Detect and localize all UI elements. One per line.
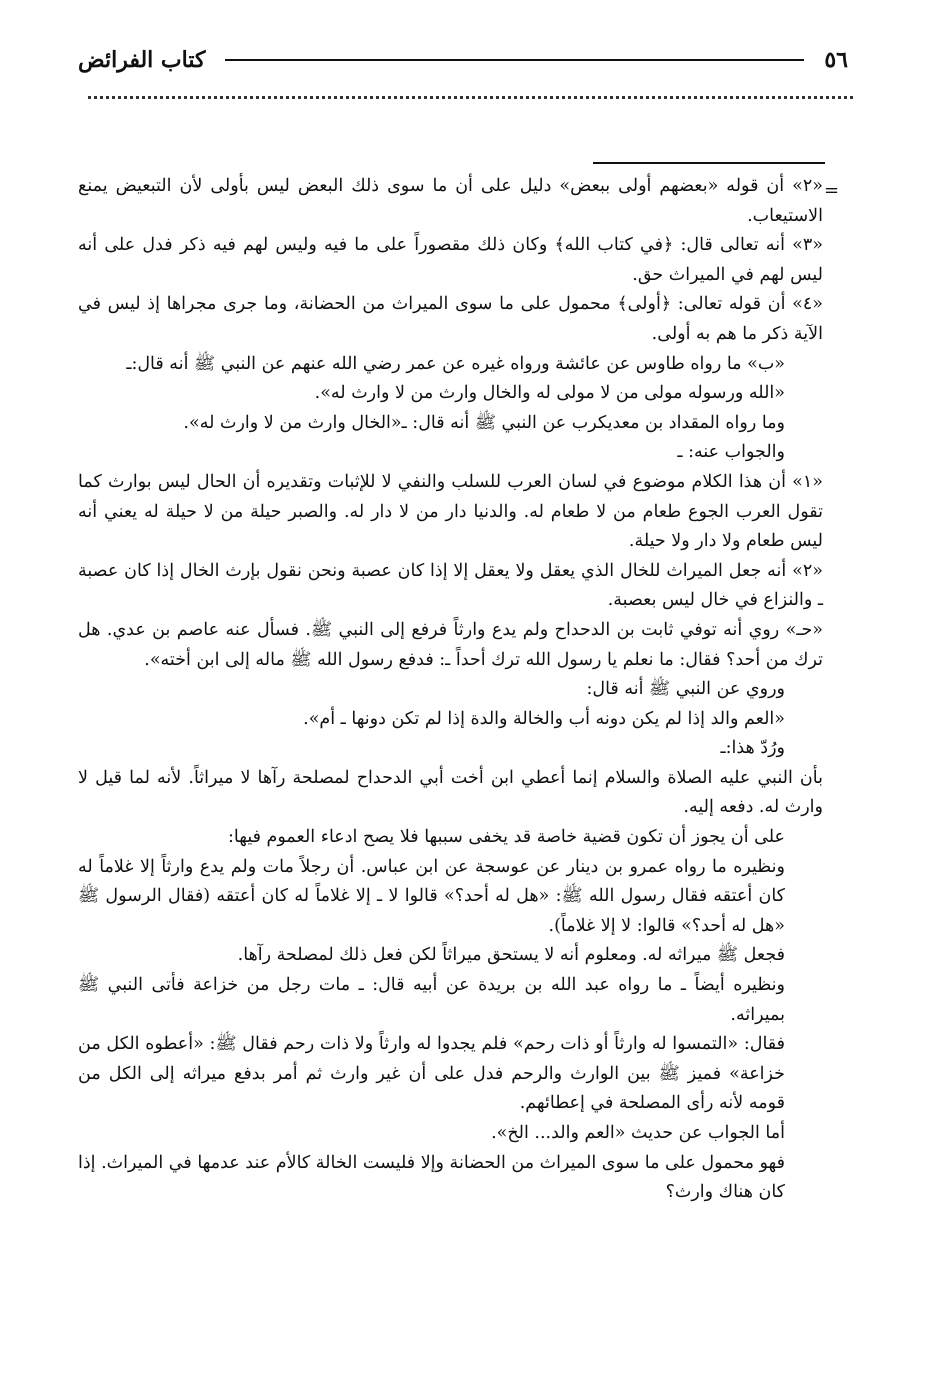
page-header xyxy=(78,40,848,80)
paragraph: «ب» ما رواه طاوس عن عائشة ورواه غيره عن عمر رضي الله عنهم عن النبي ﷺ أنه قال:ـ xyxy=(126,353,785,374)
book-title: كتاب الفرائض xyxy=(78,47,206,73)
paragraph: «٢» أن قوله «بعضهم أولى ببعض» دليل على أن ما سوى ذلك البعض ليس بأولى لأن التبعيض يمنع الاستيعاب. xyxy=(78,176,823,226)
paragraph: بأن النبي عليه الصلاة والسلام إنما أعطي ابن أخت أبي الدحداح لمصلحة رآها لا ميراثاً. لأنه لما قيل لا وارث له. دفعه إليه. xyxy=(78,767,823,818)
footnote-rule xyxy=(593,162,825,164)
paragraph: فقال: «التمسوا له وارثاً أو ذات رحم» فلم يجدوا له وارثاً ولا ذات رحم فقال ﷺ: «أعطوه الكل من خزاعة» فميز ﷺ بين الوارث والرحم فدل على أن غير وارث ثم أمر بدفع ميراثه إلى الكل من قومه لأنه رأى المصلحة في إعطائهم. xyxy=(78,1034,785,1114)
paragraph: «حـ» روي أنه توفي ثابت بن الدحداح ولم يدع وارثاً فرفع إلى النبي ﷺ. فسأل عنه عاصم بن عدي. هل ترك من أحد؟ فقال: ما نعلم يا رسول الله ترك أحداً ـ: فدفع رسول الله ﷺ ماله إلى ابن أخته». xyxy=(78,619,823,670)
footnote-body xyxy=(78,172,823,1208)
paragraph: «٣» أنه تعالى قال: ﴿في كتاب الله﴾ وكان ذلك مقصوراً على ما فيه وليس لهم فيه ذكر فدل على أنه ليس لهم في الميراث حق. xyxy=(78,235,823,285)
continuation-mark: = xyxy=(824,180,840,201)
paragraph: ونظيره ما رواه عمرو بن دينار عن عوسجة عن ابن عباس. أن رجلاً مات ولم يدع وارثاً إلا غلاماً له كان أعتقه فقال رسول الله ﷺ: «هل له أحد؟» قالوا لا ـ إلا غلاماً له كان أعتقه (فقال الرسول ﷺ «هل له أحد؟» قالوا: لا إلا غلاماً). xyxy=(78,856,785,936)
paragraph: «٢» أنه جعل الميراث للخال الذي يعقل ولا يعقل إلا إذا كان عصبة ونحن نقول بإرث الخال إذا كان عصبة ـ والنزاع في خال ليس بعصبة. xyxy=(78,560,823,611)
paragraph: وما رواه المقداد بن معديكرب عن النبي ﷺ أنه قال: ـ«الخال وارث من لا وارث له». xyxy=(183,412,785,433)
header-rule xyxy=(225,59,804,61)
paragraph: «العم والد إذا لم يكن دونه أب والخالة والدة إذا لم تكن دونها ـ أم». xyxy=(303,708,785,729)
page-number: ٥٦ xyxy=(824,47,848,73)
paragraph: والجواب عنه: ـ xyxy=(677,442,785,463)
paragraph: وروي عن النبي ﷺ أنه قال: xyxy=(586,679,785,700)
paragraph: أما الجواب عن حديث «العم والد... الخ». xyxy=(491,1123,785,1143)
paragraph: «٤» أن قوله تعالى: ﴿أولى﴾ محمول على ما سوى الميراث من الحضانة، وما جرى مجراها إذ ليس في الآية ذكر ما هم به أولى. xyxy=(78,294,823,344)
dotted-separator xyxy=(88,96,853,99)
paragraph: «١» أن هذا الكلام موضوع في لسان العرب للسلب والنفي لا للإثبات وتقديره أن الحال ليس بوارث كما تقول العرب الجوع طعام من لا طعام له. والدنيا دار من لا دار له. والصبر حيلة من لا حيلة له يعني أنه ليس طعام ولا دار ولا حيلة. xyxy=(78,471,823,552)
paragraph: ونظيره أيضاً ـ ما رواه عبد الله بن بريدة عن أبيه قال: ـ مات رجل من خزاعة فأتى النبي ﷺ بميراثه. xyxy=(78,975,785,1025)
paragraph: فهو محمول على ما سوى الميراث من الحضانة وإلا فليست الخالة كالأم عند عدمها في الميراث. إذا كان هناك وارث؟ xyxy=(78,1152,785,1203)
paragraph: «الله ورسوله مولى من لا مولى له والخال وارث من لا وارث له». xyxy=(314,383,785,404)
paragraph: ورُدّ هذا:ـ xyxy=(720,738,785,759)
paragraph: فجعل ﷺ ميراثه له. ومعلوم أنه لا يستحق ميراثاً لكن فعل ذلك لمصلحة رآها. xyxy=(237,945,785,966)
paragraph: على أن يجوز أن تكون قضية خاصة قد يخفى سببها فلا يصح ادعاء العموم فيها: xyxy=(228,827,785,848)
